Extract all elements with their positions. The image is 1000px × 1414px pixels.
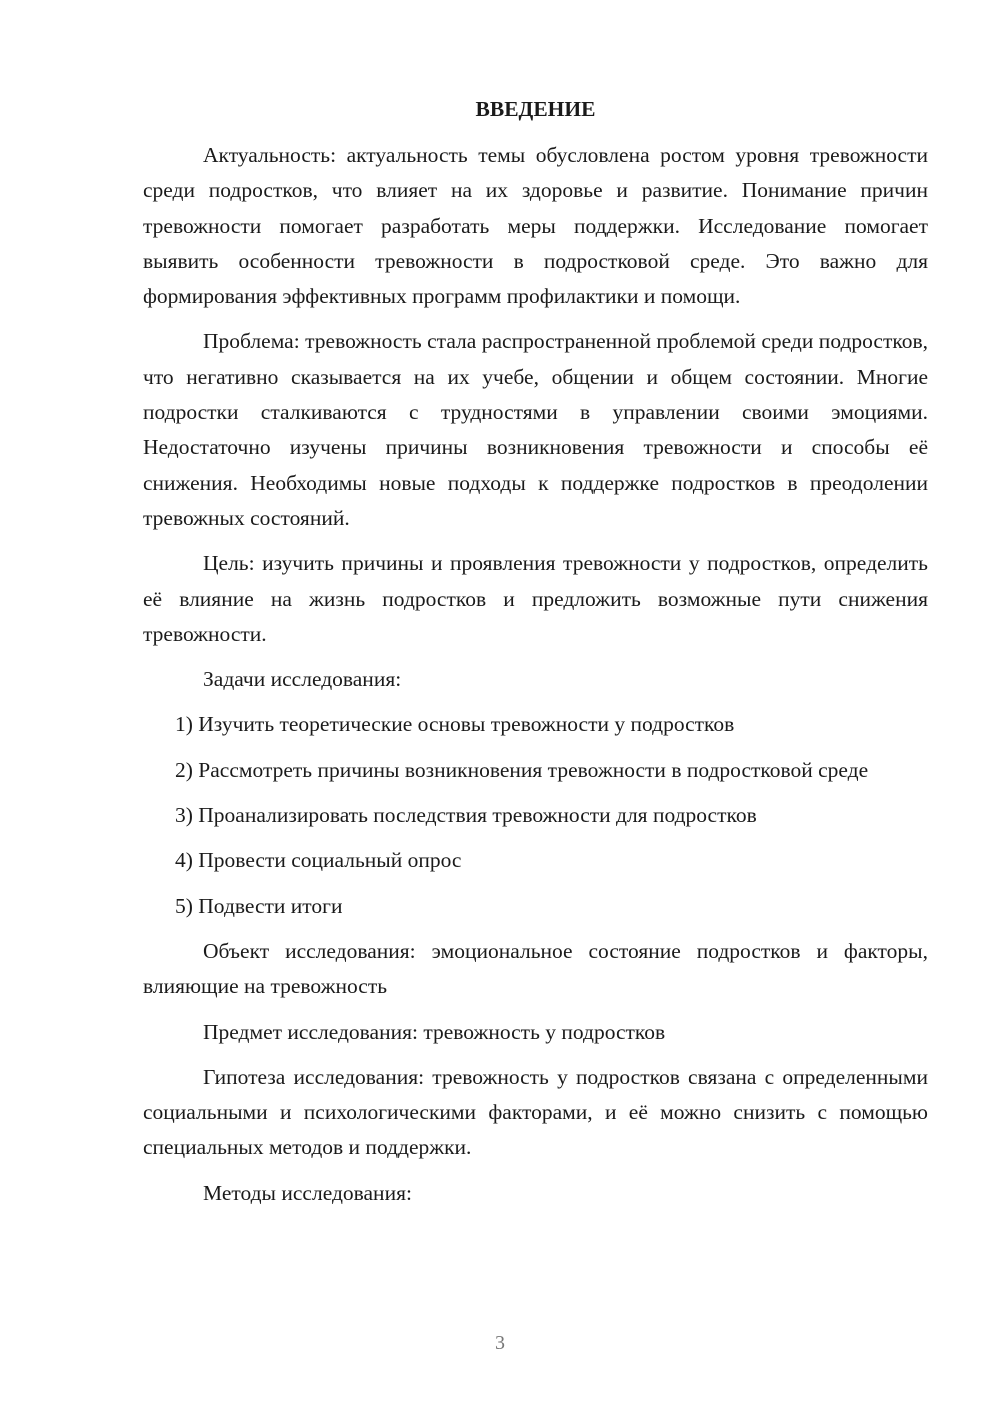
task-item-5: 5) Подвести итоги	[175, 893, 343, 918]
paragraph-relevance: Актуальность: актуальность темы обусловлена ростом уровня тревожности среди подростков, что влияет на их здоровье и развитие. Понимание причин тревожности помогает разработать меры поддержки. Исследование помогает выявить особенности тревожности в подростковой среде. Это важно для формирования эффективных программ профилактики и помощи.	[143, 143, 928, 309]
paragraph-object: Объект исследования: эмоциональное состояние подростков и факторы, влияющие на тревожность	[143, 938, 928, 999]
task-item-4: 4) Провести социальный опрос	[175, 848, 462, 873]
paragraph-goal: Цель: изучить причины и проявления тревожности у подростков, определить её влияние на жизнь подростков и предложить возможные пути снижения тревожности.	[143, 551, 928, 646]
section-title: ВВЕДЕНИЕ	[475, 97, 596, 121]
paragraph-subject: Предмет исследования: тревожность у подростков	[203, 1019, 666, 1044]
tasks-heading: Задачи исследования:	[203, 667, 402, 692]
document-page	[143, 92, 928, 1221]
paragraph-problem: Проблема: тревожность стала распространенной проблемой среди подростков, что негативно сказывается на их учебе, общении и общем состоянии. Многие подростки сталкиваются с трудностями в управлении своими эмоциями. Недостаточно изучены причины возникновения тревожности и способы её снижения. Необходимы новые подходы к поддержке подростков в преодолении тревожных состояний.	[143, 329, 928, 530]
task-item-3: 3) Проанализировать последствия тревожности для подростков	[175, 803, 757, 828]
task-item-1: 1) Изучить теоретические основы тревожности у подростков	[175, 712, 735, 737]
page-number: 3	[495, 1332, 505, 1354]
tasks-list	[143, 707, 928, 923]
methods-heading: Методы исследования:	[203, 1180, 412, 1205]
paragraph-hypothesis: Гипотеза исследования: тревожность у подростков связана с определенными социальными и психологическими факторами, и её можно снизить с помощью специальных методов и поддержки.	[143, 1064, 928, 1160]
task-item-2: 2) Рассмотреть причины возникновения тревожности в подростковой среде	[175, 757, 869, 782]
